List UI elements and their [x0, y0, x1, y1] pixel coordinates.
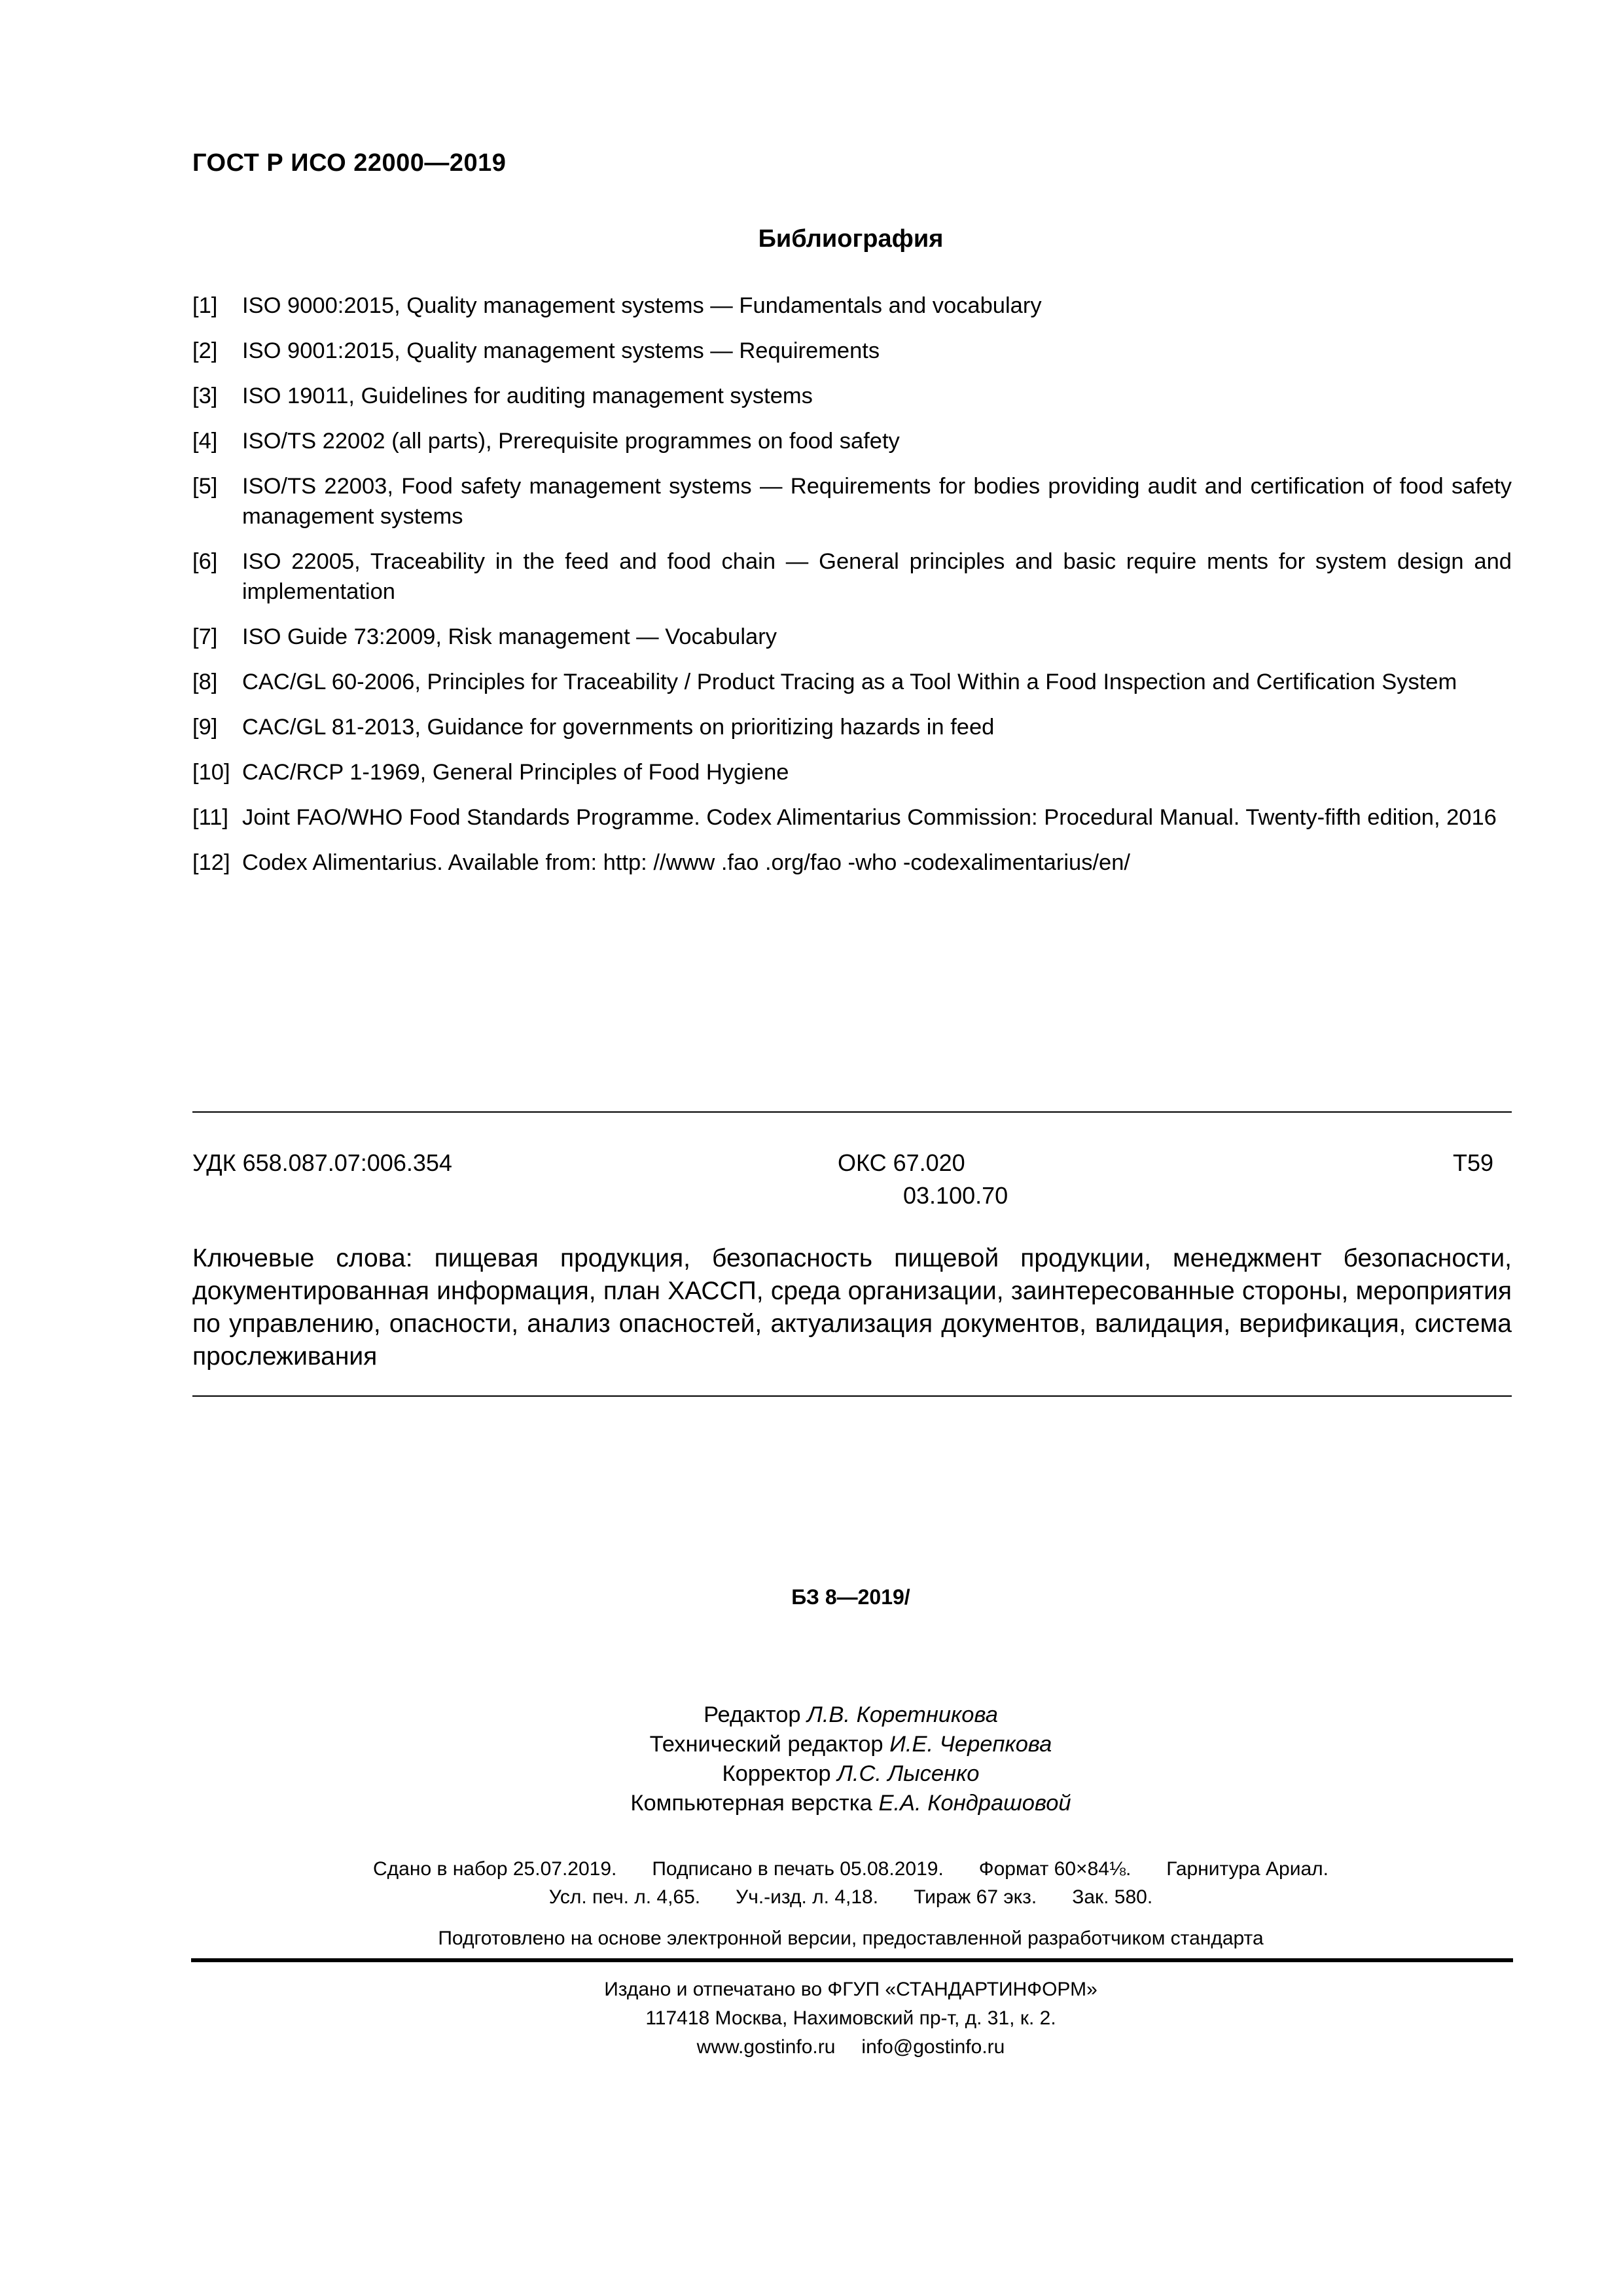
publisher-address: 117418 Москва, Нахимовский пр-т, д. 31, к. 2. — [645, 2007, 1056, 2029]
publisher-contacts — [0, 2033, 1623, 2062]
imprint-submitted: Сдано в набор 25.07.2019. — [373, 1858, 617, 1880]
bibliography-item-number: [3] — [192, 384, 218, 408]
imprint-pub-sheets: Уч.-изд. л. 4,18. — [736, 1886, 879, 1908]
oks-code-line1: ОКС 67.020 — [838, 1149, 965, 1176]
bibliography-item-number: [1] — [192, 293, 218, 318]
credit-layout — [0, 1789, 1623, 1818]
divider-keywords — [192, 1395, 1512, 1397]
credit-tech-editor — [0, 1730, 1623, 1759]
bibliography-item-text: Joint FAO/WHO Food Standards Programme. Codex Alimentarius Commission: Procedural Manual. Twenty-fifth edition, 2016 — [242, 805, 1497, 830]
oks-code — [838, 1147, 1113, 1212]
bibliography-item-number: [2] — [192, 338, 218, 363]
bibliography-item-text: CAC/GL 81-2013, Guidance for governments on prioritizing hazards in feed — [242, 715, 995, 740]
credits — [0, 1700, 1623, 1818]
credit-role: Компьютерная верстка — [630, 1791, 872, 1816]
bibliography-item-text: ISO/TS 22002 (all parts), Prerequisite programmes on food safety — [242, 429, 900, 454]
bibliography-item-number: [6] — [192, 549, 218, 574]
bibliography-item — [192, 547, 1512, 607]
bibliography-item-number: [5] — [192, 474, 218, 499]
divider-top — [192, 1111, 1512, 1113]
bibliography-item — [192, 712, 1512, 742]
bibliography-item-number: [10] — [192, 760, 230, 785]
bibliography-item-number: [11] — [192, 805, 228, 830]
okstu-code: Т59 — [1453, 1149, 1494, 1176]
bibliography-item — [192, 291, 1512, 321]
publisher-website[interactable]: www.gostinfo.ru — [696, 2036, 836, 2058]
bibliography-title: Библиография — [758, 225, 944, 253]
imprint-order: Зак. 580. — [1072, 1886, 1153, 1908]
bibliography-item — [192, 622, 1512, 652]
credit-corrector — [0, 1759, 1623, 1789]
keywords-paragraph: Ключевые слова: пищевая продукция, безопасность пищевой продукции, менеджмент безопасности, документированная информация, план ХАССП, среда организации, заинтересованные стороны, мероприятия по управлению, опасности, анализ опасностей, актуализация документов, валидация, верификация, система прослеживания — [192, 1244, 1512, 1371]
bibliography-item-number: [12] — [192, 850, 230, 875]
bibliography-item-number: [9] — [192, 715, 218, 740]
credit-role: Технический редактор — [649, 1732, 883, 1757]
bibliography-item-text: ISO 19011, Guidelines for auditing management systems — [242, 384, 813, 408]
credit-role: Редактор — [704, 1702, 801, 1727]
bibliography-item — [192, 802, 1512, 833]
bibliography-item-text: ISO 22005, Traceability in the feed and food chain — General principles and basic require ments for system design and implementation — [242, 549, 1512, 604]
bibliography-item — [192, 757, 1512, 787]
credit-person: Е.А. Кондрашовой — [878, 1791, 1071, 1816]
credit-editor — [0, 1700, 1623, 1730]
imprint-format: Формат 60×84⅛. — [978, 1858, 1132, 1880]
imprint-print-sheets: Усл. печ. л. 4,65. — [548, 1886, 701, 1908]
bibliography-item — [192, 471, 1512, 531]
standard-number: ГОСТ Р ИСО 22000—2019 — [192, 149, 507, 177]
credit-role: Корректор — [722, 1761, 831, 1786]
divider-thick — [191, 1958, 1513, 1962]
bibliography-item-text: CAC/GL 60-2006, Principles for Traceability / Product Tracing as a Tool Within a Food Inspection and Certification System — [242, 670, 1457, 694]
bibliography-item — [192, 426, 1512, 456]
bibliography-item-number: [8] — [192, 670, 218, 694]
imprint-line2 — [0, 1883, 1623, 1911]
publisher-block — [0, 1975, 1623, 2062]
credit-person: Л.В. Коретникова — [807, 1702, 998, 1727]
bibliography-item — [192, 336, 1512, 366]
bibliography-item — [192, 848, 1512, 878]
oks-code-line2: 03.100.70 — [903, 1182, 1008, 1209]
bibliography-item-text: Codex Alimentarius. Available from: http: //www .fao .org/fao -who -codexalimentarius/en/ — [242, 850, 1131, 875]
imprint-line1 — [0, 1855, 1623, 1883]
udk-code: УДК 658.087.07:006.354 — [192, 1149, 452, 1176]
imprint-typeface: Гарнитура Ариал. — [1166, 1858, 1329, 1880]
bibliography-item-text: ISO 9000:2015, Quality management systems — Fundamentals and vocabulary — [242, 293, 1042, 318]
bibliography-item-number: [4] — [192, 429, 218, 454]
credit-person: Л.С. Лысенко — [837, 1761, 980, 1786]
bibliography-item — [192, 667, 1512, 697]
publisher-name: Издано и отпечатано во ФГУП «СТАНДАРТИНФОРМ» — [604, 1979, 1097, 2000]
imprint-signed: Подписано в печать 05.08.2019. — [652, 1858, 944, 1880]
bibliography-item — [192, 381, 1512, 411]
bibliography-item-text: ISO 9001:2015, Quality management systems — Requirements — [242, 338, 880, 363]
credit-person: И.Е. Черепкова — [889, 1732, 1052, 1757]
bibliography-item-text: ISO/TS 22003, Food safety management systems — Requirements for bodies providing audit and certification of food safety management systems — [242, 474, 1512, 529]
bibliography-item-number: [7] — [192, 624, 218, 649]
bibliography-list — [192, 291, 1512, 893]
imprint-circulation: Тираж 67 экз. — [914, 1886, 1037, 1908]
publisher-email[interactable]: info@gostinfo.ru — [861, 2036, 1005, 2058]
bibliography-item-text: ISO Guide 73:2009, Risk management — Vocabulary — [242, 624, 777, 649]
imprint-prepared-note: Подготовлено на основе электронной версии, предоставленной разработчиком стандарта — [438, 1928, 1264, 1949]
bibliography-item-text: CAC/RCP 1-1969, General Principles of Food Hygiene — [242, 760, 789, 785]
bz-number: БЗ 8—2019/ — [791, 1585, 910, 1609]
